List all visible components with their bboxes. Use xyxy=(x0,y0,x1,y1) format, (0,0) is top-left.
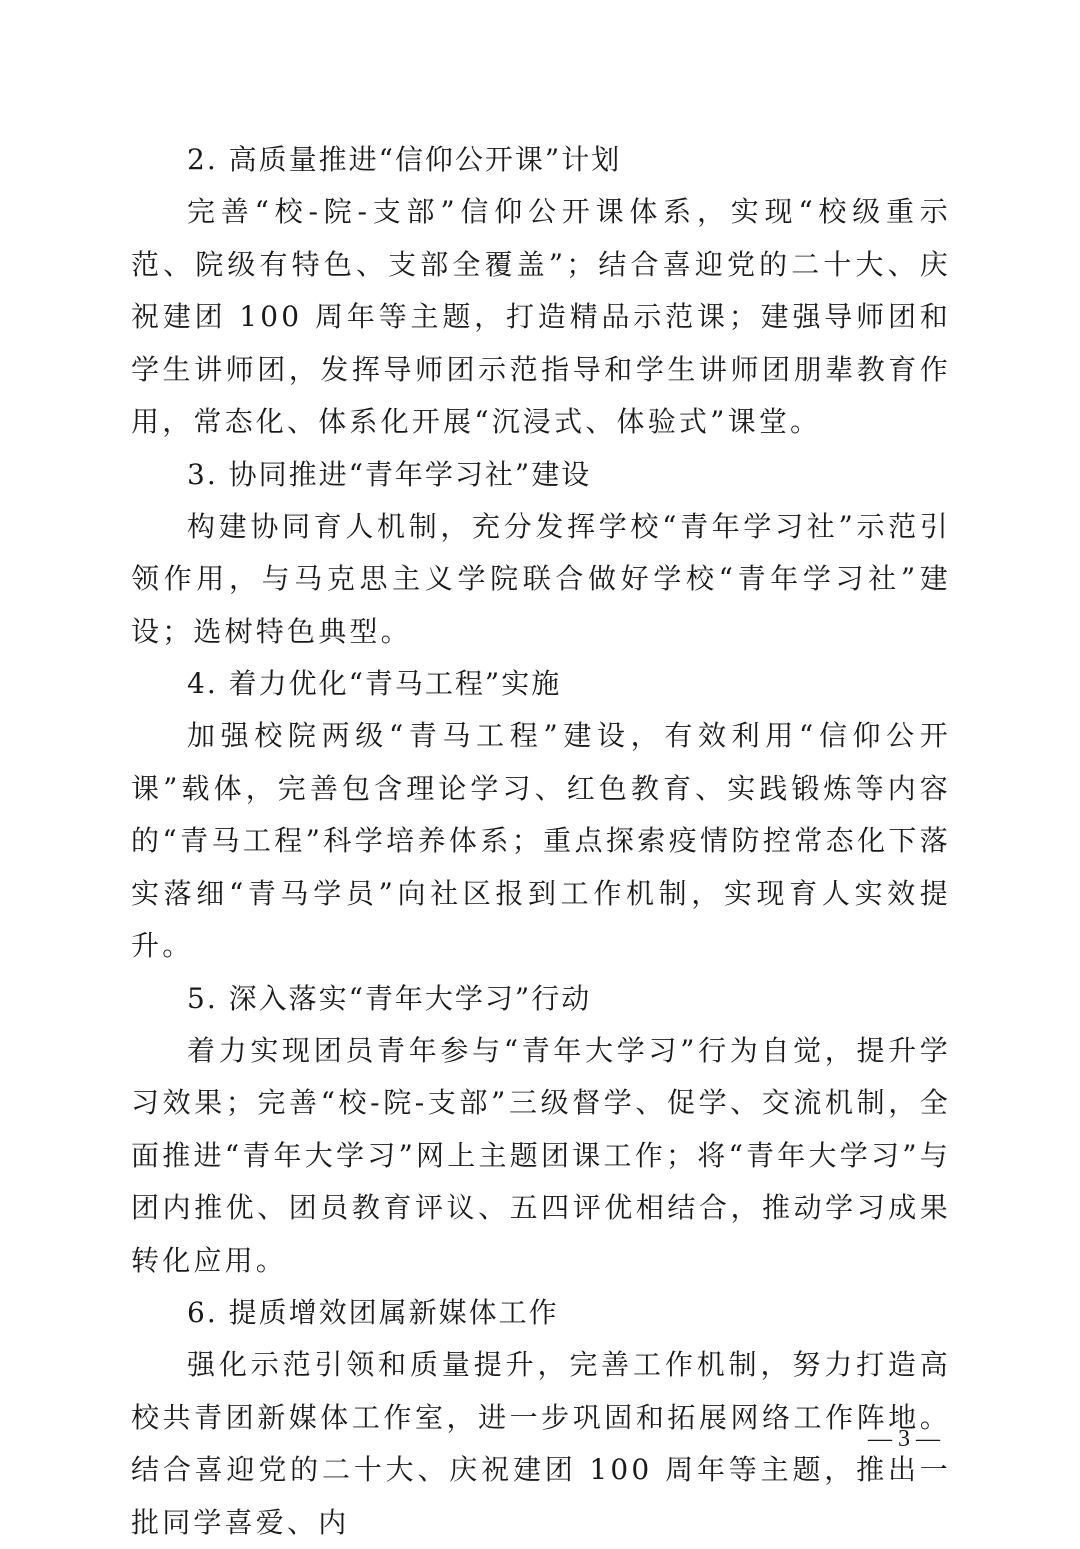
document-body xyxy=(131,134,951,1549)
page-number: — 3 — xyxy=(868,1426,940,1452)
section-paragraph-5: 着力实现团员青年参与“青年大学习”行为自觉，提升学习效果；完善“校-院-支部”三级督学、促学、交流机制，全面推进“青年大学习”网上主题团课工作；将“青年大学习”与团内推优、团员教育评议、五四评优相结合，推动学习成果转化应用。 xyxy=(131,1033,951,1277)
section-heading-4: 4. 着力优化“青马工程”实施 xyxy=(187,667,562,700)
section-heading-6: 6. 提质增效团属新媒体工作 xyxy=(187,1296,559,1329)
section-paragraph-4: 加强校院两级“青马工程”建设，有效利用“信仰公开课”载体，完善包含理论学习、红色教育、实践锻炼等内容的“青马工程”科学培养体系；重点探索疫情防控常态化下落实落细“青马学员”向社区报到工作机制，实现育人实效提升。 xyxy=(131,719,951,962)
section-paragraph-6: 强化示范引领和质量提升，完善工作机制，努力打造高校共青团新媒体工作室，进一步巩固和拓展网络工作阵地。结合喜迎党的二十大、庆祝建团 100 周年等主题，推出一批同学喜爱、内 xyxy=(131,1348,951,1539)
section-heading-5: 5. 深入落实“青年大学习”行动 xyxy=(187,981,592,1015)
section-heading-3: 3. 协同推进“青年学习社”建设 xyxy=(187,457,592,491)
section-paragraph-2: 完善“校-院-支部”信仰公开课体系，实现“校级重示范、院级有特色、支部全覆盖”；结合喜迎党的二十大、庆祝建团 100 周年等主题，打造精品示范课；建强导师团和学生讲师团，发挥导师团示范指导和学生讲师团朋辈教育作用，常态化、体系化开展“沉浸式、体验式”课堂。 xyxy=(131,195,951,438)
section-heading-2: 2. 高质量推进“信仰公开课”计划 xyxy=(187,143,622,176)
section-paragraph-3: 构建协同育人机制，充分发挥学校“青年学习社”示范引领作用，与马克思主义学院联合做好学校“青年学习社”建设；选树特色典型。 xyxy=(131,509,951,648)
